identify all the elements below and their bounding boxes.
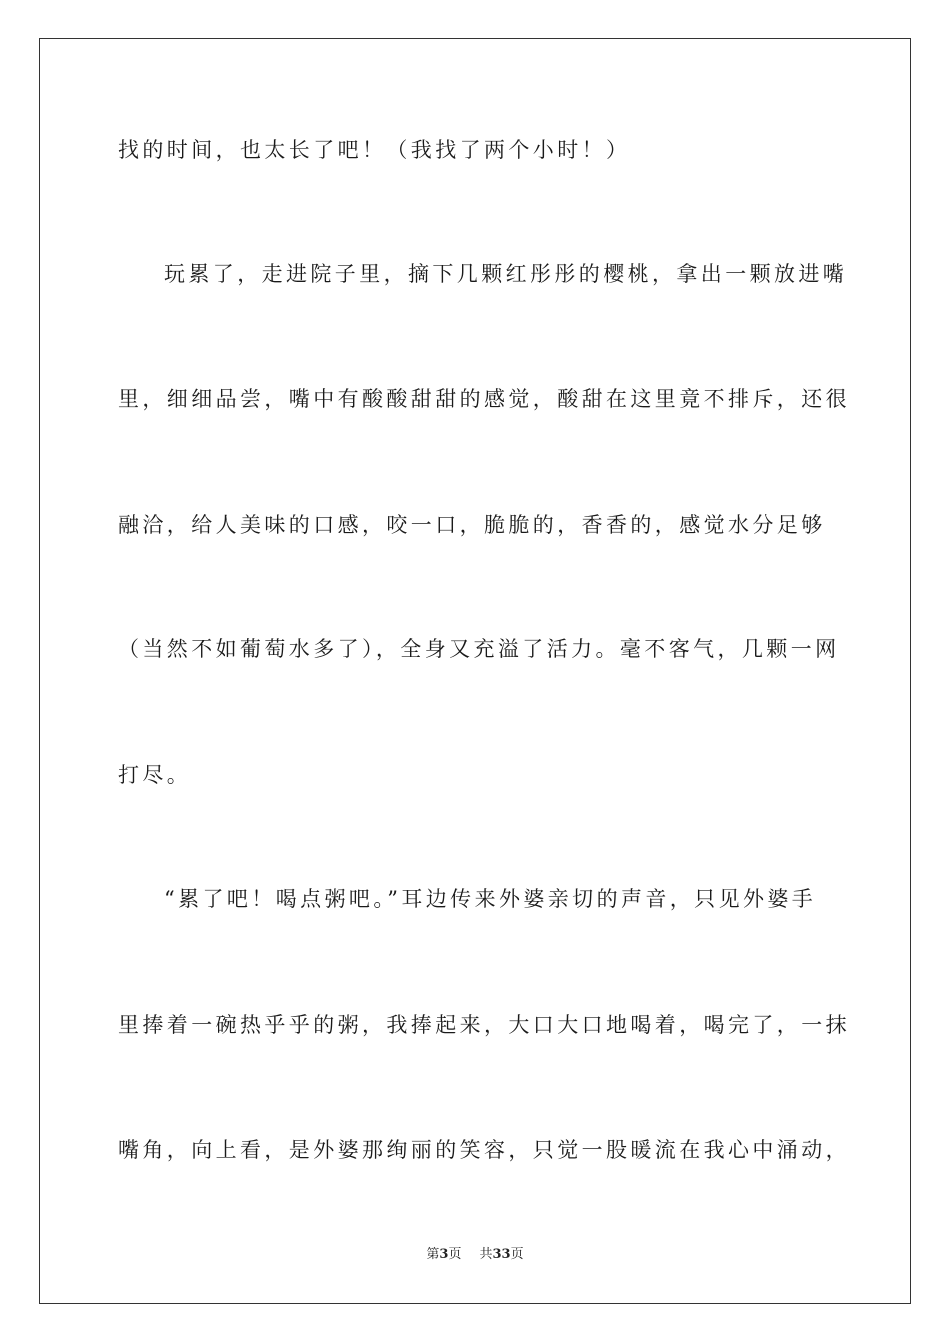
text-line-8: 里捧着一碗热乎乎的粥，我捧起来，大口大口地喝着，喝完了，一抹 [118, 1013, 850, 1037]
total-prefix: 共 [479, 1247, 493, 1262]
total-pages: 33 [492, 1247, 511, 1262]
page-footer [0, 1246, 950, 1264]
page-number: 3 [439, 1247, 449, 1262]
page-prefix: 第 [426, 1247, 440, 1262]
text-line-3: 里，细细品尝，嘴中有酸酸甜甜的感觉，酸甜在这里竟不排斥，还很 [118, 387, 850, 411]
paragraph-start-line-2: “累了吧！喝点粥吧。”耳边传来外婆亲切的声音，只见外婆手 [164, 887, 817, 911]
text-line-1: 找的时间，也太长了吧！（我找了两个小时！） [118, 138, 631, 162]
page-border [39, 38, 911, 1304]
page-suffix: 页 [448, 1247, 462, 1262]
text-line-5: （当然不如葡萄水多了），全身又充溢了活力。毫不客气，几颗一网 [118, 637, 840, 661]
text-line-6: 打尽。 [118, 763, 192, 787]
text-line-9: 嘴角，向上看，是外婆那绚丽的笑容，只觉一股暖流在我心中涌动， [118, 1138, 850, 1162]
text-line-4: 融洽，给人美味的口感，咬一口，脆脆的，香香的，感觉水分足够 [118, 513, 826, 537]
total-suffix: 页 [510, 1247, 524, 1262]
paragraph-start-line: 玩累了，走进院子里，摘下几颗红彤彤的樱桃，拿出一颗放进嘴 [164, 262, 848, 286]
